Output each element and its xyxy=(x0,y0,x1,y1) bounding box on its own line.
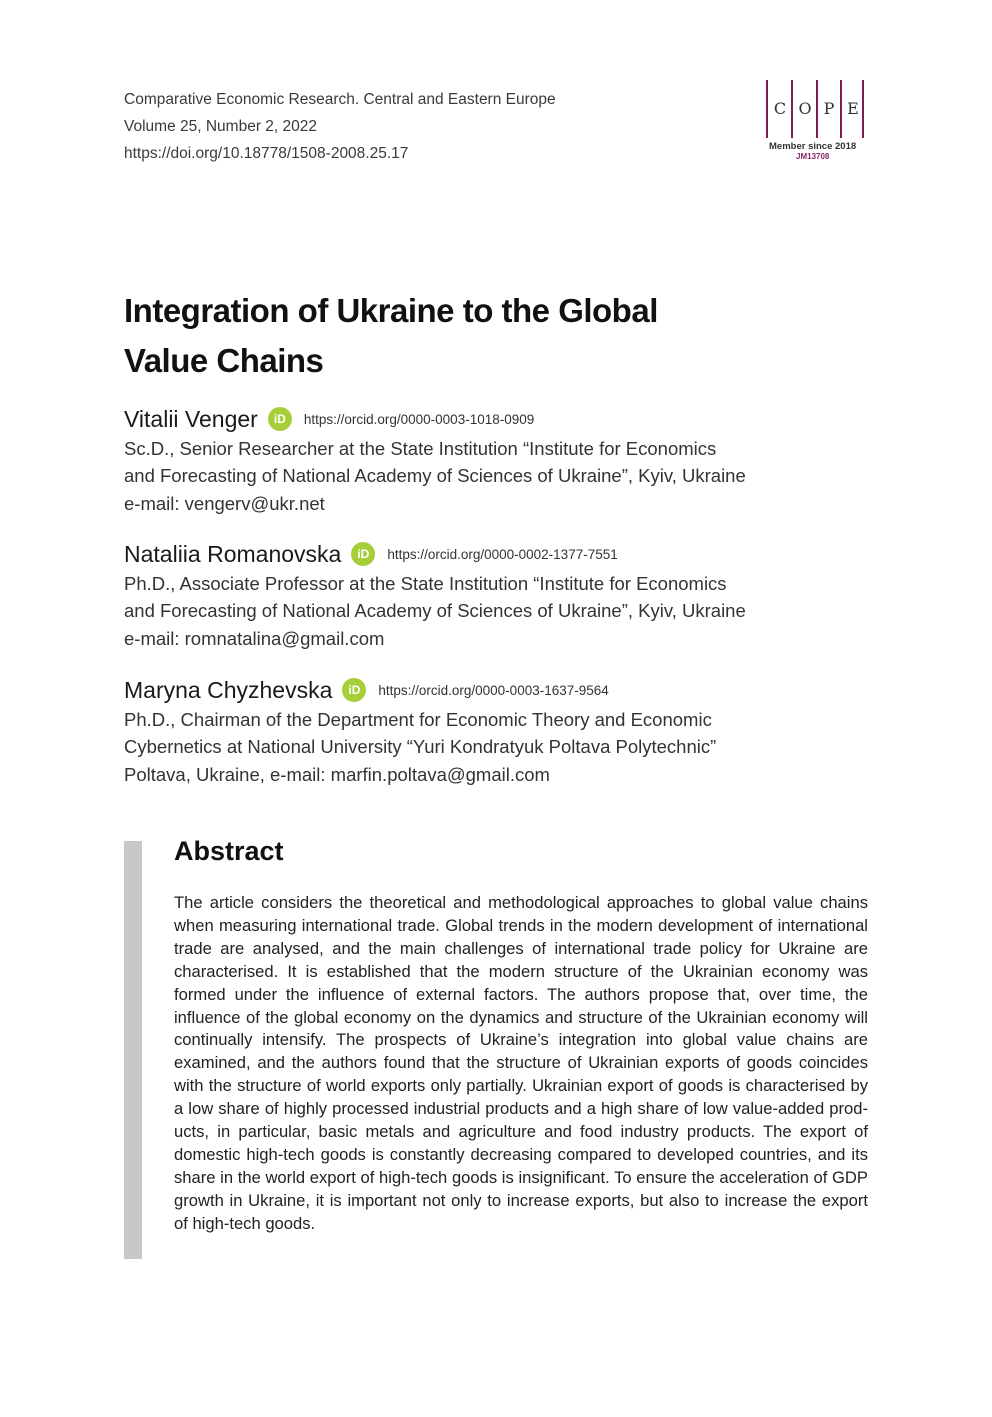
author-block xyxy=(124,539,844,652)
orcid-icon[interactable]: iD xyxy=(351,542,375,566)
cope-letter-c: C xyxy=(773,99,787,118)
orcid-link[interactable]: https://orcid.org/0000-0002-1377-7551 xyxy=(387,546,618,562)
cope-letter-p: P xyxy=(823,99,835,118)
author-email[interactable]: e-mail: romnatalina@gmail.com xyxy=(124,627,385,649)
orcid-link[interactable]: https://orcid.org/0000-0003-1637-9564 xyxy=(378,682,609,698)
author-block xyxy=(124,675,844,788)
affiliation-line: Ph.D., Associate Professor at the State Institution “Institute for Economics xyxy=(124,573,727,594)
orcid-icon[interactable]: iD xyxy=(342,678,366,702)
author-affiliation xyxy=(124,706,844,788)
cope-logo xyxy=(766,80,870,164)
cope-divider xyxy=(791,80,793,138)
author-block xyxy=(124,404,844,517)
author-name: Nataliia Romanovska xyxy=(124,540,342,567)
journal-name: Comparative Economic Research. Central and Eastern Europe xyxy=(124,91,556,108)
cope-member-since: Member since 2018 xyxy=(769,141,857,152)
affiliation-line: Sc.D., Senior Researcher at the State Institution “Institute for Economics xyxy=(124,438,717,459)
orcid-icon[interactable]: iD xyxy=(268,407,292,431)
author-affiliation xyxy=(124,570,844,652)
journal-meta xyxy=(124,86,556,167)
abstract-heading: Abstract xyxy=(174,836,284,866)
cope-letter-o: O xyxy=(798,99,812,118)
affiliation-line: and Forecasting of National Academy of Sciences of Ukraine”, Kyiv, Ukraine xyxy=(124,465,746,487)
affiliation-line: Cybernetics at National University “Yuri Kondratyuk Poltava Polytechnic” xyxy=(124,736,717,758)
author-name: Vitalii Venger xyxy=(124,405,258,432)
cope-member-id: JM13708 xyxy=(796,152,830,161)
author-email[interactable]: e-mail: vengerv@ukr.net xyxy=(124,492,325,514)
author-email[interactable]: Poltava, Ukraine, e-mail: marfin.poltava@gmail.com xyxy=(124,763,550,785)
affiliation-line: and Forecasting of National Academy of Sciences of Ukraine”, Kyiv, Ukraine xyxy=(124,600,746,622)
cope-letter-e: E xyxy=(847,99,859,118)
doi-link[interactable]: https://doi.org/10.18778/1508-2008.25.17 xyxy=(124,145,409,162)
abstract-sidebar-bar xyxy=(124,841,142,1259)
orcid-link[interactable]: https://orcid.org/0000-0003-1018-0909 xyxy=(303,411,535,427)
author-affiliation xyxy=(124,435,844,517)
journal-volume: Volume 25, Number 2, 2022 xyxy=(124,118,318,135)
cope-letters xyxy=(766,80,862,138)
affiliation-line: Ph.D., Chairman of the Department for Economic Theory and Economic xyxy=(124,709,712,730)
cope-divider xyxy=(862,80,864,138)
cope-divider xyxy=(766,80,768,138)
article-title xyxy=(124,286,658,386)
title-line-1: Integration of Ukraine to the Global xyxy=(124,292,658,329)
abstract-text: The article considers the theoretical and methodological approaches to global value chains when measuring international trade. Global trends in the modern development of international trade are analysed, and the main challenges of international trade policy for Ukraine are characterised. It is established that the modern structure of the Ukrainian economy was formed under the influence of external factors. The authors propose that, over time, the influence of the global economy on the dynamics and structure of the Ukrainian economy will continually intensify. The prospects of Ukraine’s integration into global value chains are examined, and the authors found that the structure of Ukrainian exports of goods coincides with the structure of world exports only partially. Ukrainian export of goods is characterised by a low share of highly processed industrial products and a high share of low value-added products, in particular, basic metals and agriculture and food industry products. The export of domestic high-tech goods is constantly decreasing compared to developed countries, and its share in the world export of high-tech goods is insignificant. To ensure the acceleration of GDP growth in Ukraine, it is important not only to increase exports, but also to increase the export of high-tech goods. xyxy=(174,893,868,1233)
title-line-2: Value Chains xyxy=(124,342,324,379)
author-name: Maryna Chyzhevska xyxy=(124,676,333,703)
